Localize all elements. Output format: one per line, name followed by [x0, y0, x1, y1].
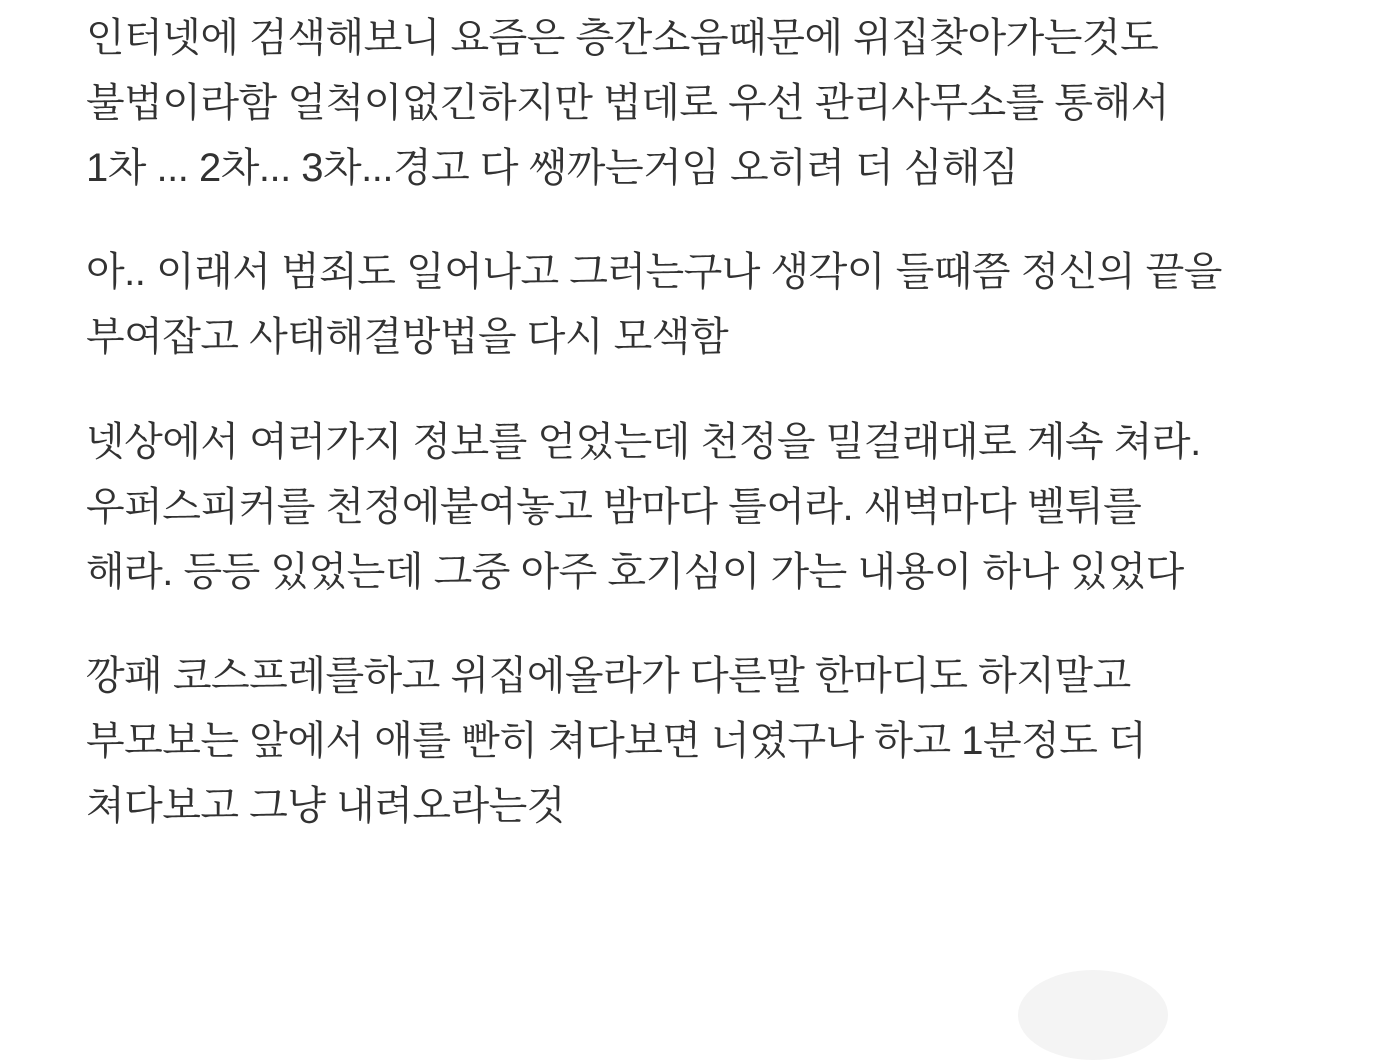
decorative-corner-mark: [1018, 970, 1168, 1060]
paragraph: 넷상에서 여러가지 정보를 얻었는데 천정을 밀걸래대로 계속 쳐라. 우퍼스피커를 천정에붙여놓고 밤마다 틀어라. 새벽마다 벨튀를 해라. 등등 있었는데 그중 아주 호기심이 가는 내용이 하나 있었다: [86, 419, 1212, 594]
post-body: [86, 6, 1233, 839]
paragraph: 아.. 이래서 범죄도 일어나고 그러는구나 생각이 들때쯤 정신의 끝을 부여잡고 사태해결방법을 다시 모색함: [86, 250, 1233, 360]
paragraph: 인터넷에 검색해보니 요즘은 층간소음때문에 위집찾아가는것도 불법이라함 얼척이없긴하지만 법데로 우선 관리사무소를 통해서 1차 ... 2차... 3차...경고 다 쌩까는거임 오히려 더 심해짐: [86, 16, 1180, 190]
paragraph: 깡패 코스프레를하고 위집에올라가 다른말 한마디도 하지말고 부모보는 앞에서 애를 빤히 쳐다보면 너였구나 하고 1분정도 더 쳐다보고 그냥 내려오라는것: [86, 654, 1157, 828]
